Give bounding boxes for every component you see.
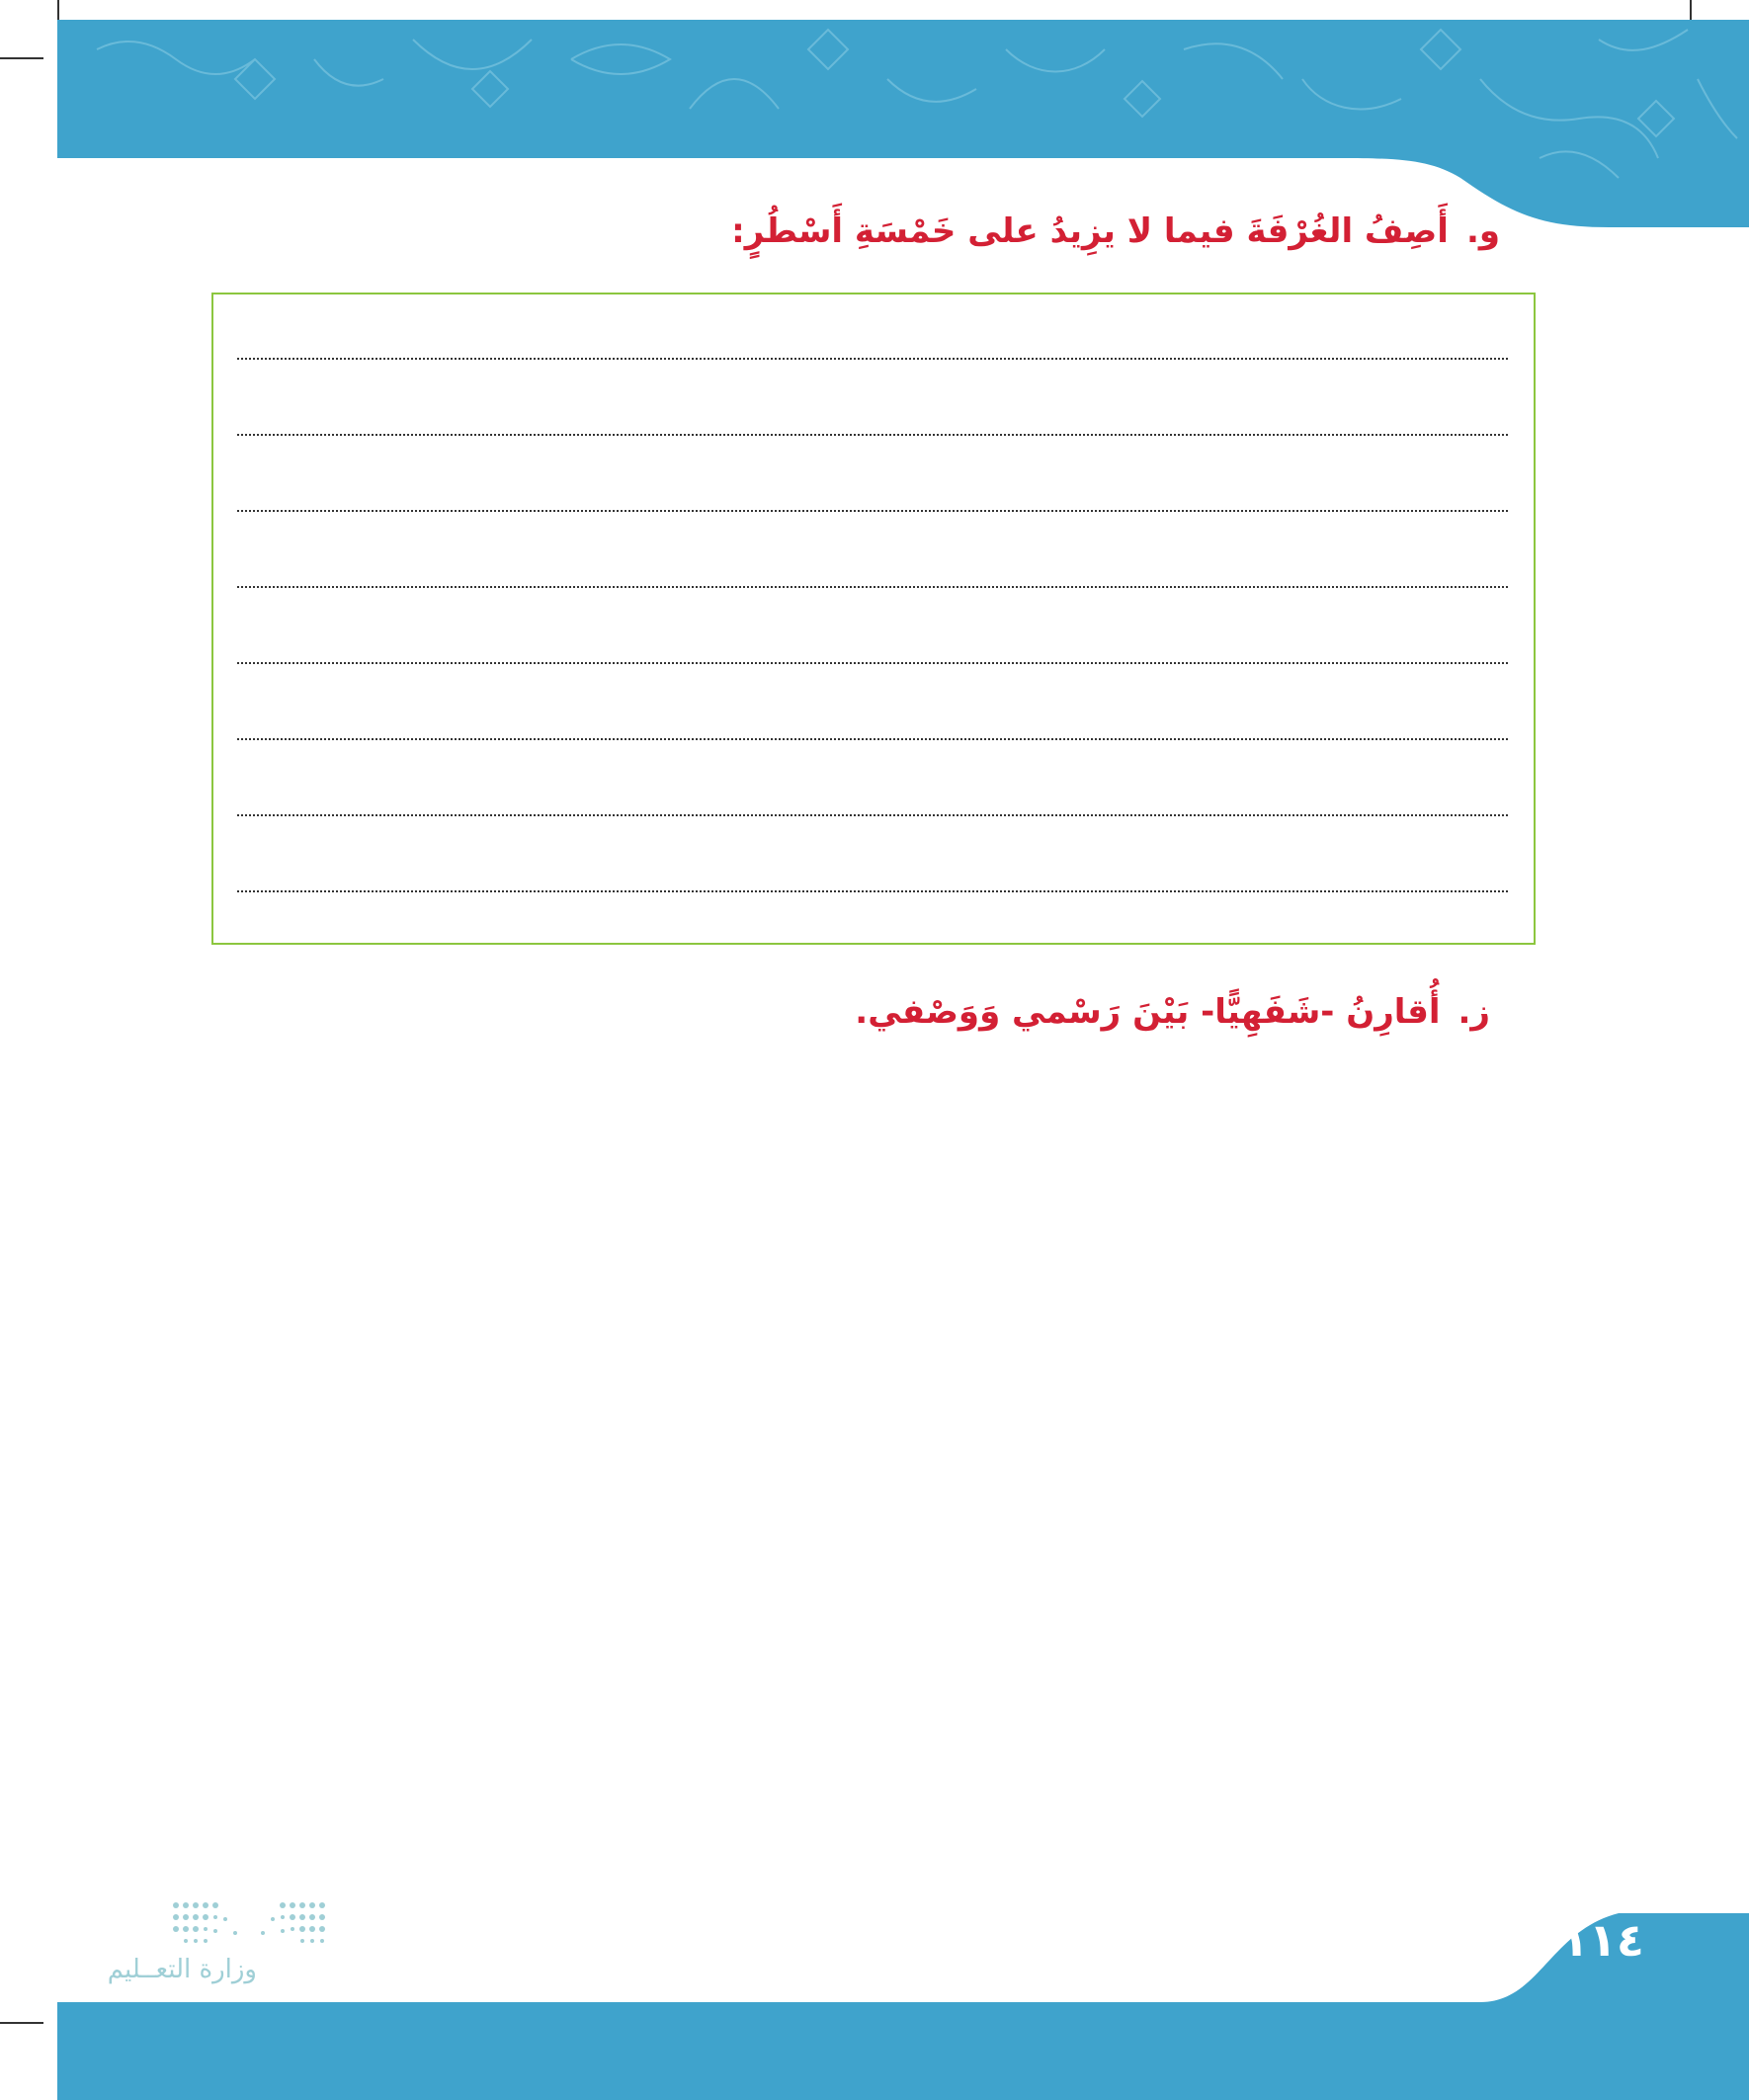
- question-zay: [855, 992, 1490, 1032]
- answer-line[interactable]: [237, 814, 1508, 816]
- answer-line[interactable]: [237, 662, 1508, 664]
- crop-mark: [0, 2022, 43, 2024]
- question-letter: و.: [1465, 211, 1500, 251]
- question-letter: ز.: [1458, 992, 1490, 1032]
- question-text: أُقارِنُ -شَفَهِيًّا- بَيْنَ رَسْمي وَوَصْفي.: [855, 992, 1441, 1032]
- answer-line[interactable]: [237, 586, 1508, 588]
- answer-line[interactable]: [237, 434, 1508, 436]
- ministry-name: وزارة التعــليم: [107, 1955, 257, 1984]
- answer-line[interactable]: [237, 510, 1508, 512]
- page-number: ١١٤: [1560, 1913, 1644, 1967]
- answer-line[interactable]: [237, 738, 1508, 740]
- answer-box[interactable]: [211, 293, 1536, 945]
- crop-mark: [0, 57, 43, 59]
- answer-line[interactable]: [237, 358, 1508, 360]
- question-waw: [731, 211, 1500, 251]
- question-text: أَصِفُ الغُرْفَةَ فيما لا يزِيدُ على خَمْسَةِ أَسْطُرٍ:: [731, 211, 1449, 251]
- answer-line[interactable]: [237, 890, 1508, 892]
- header-decorative-band: [57, 20, 1749, 227]
